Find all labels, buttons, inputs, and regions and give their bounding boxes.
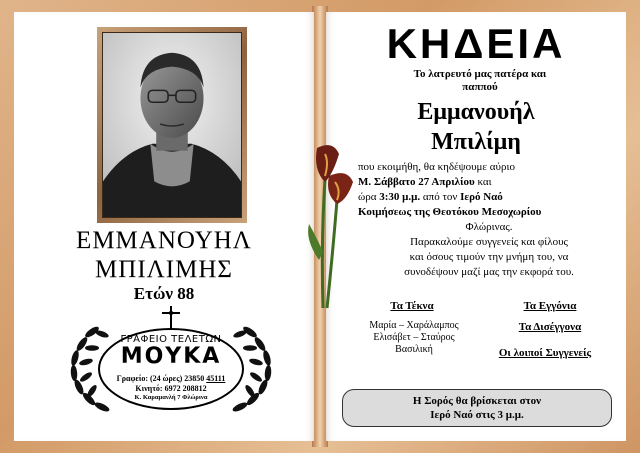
- funeral-date: Μ. Σάββατο 27 Απριλίου: [358, 176, 475, 188]
- details-line-3-mid: από τον: [420, 191, 461, 203]
- viewing-notice: [342, 389, 612, 427]
- office-phone-suffix: 45111: [206, 374, 226, 383]
- list-item: Μαρία – Χαράλαμπος: [369, 320, 459, 331]
- church-name-text: Κοιμήσεως της Θεοτόκου Μεσοχωρίου: [358, 206, 542, 218]
- portrait-photo: [102, 32, 242, 218]
- funeral-time: 3:30 μ.μ.: [379, 191, 421, 203]
- deceased-age: Ετών 88: [133, 284, 195, 303]
- page-title: ΚΗΔΕΙΑ: [386, 20, 566, 67]
- funeral-home-brand: ΜΟΥΚΑ: [120, 344, 222, 369]
- intro-line-2: παππού: [462, 81, 498, 93]
- list-item: Ελισάβετ – Σταύρος: [373, 332, 455, 343]
- office-phone-label: Γραφείο: (24 ώρες) 23850: [116, 374, 205, 383]
- notice-line-1: Η Σορός θα βρίσκεται στον: [412, 395, 542, 407]
- details-line-6: Παρακαλούμε συγγενείς και φίλους: [410, 236, 568, 248]
- children-list: [344, 320, 484, 356]
- funeral-home-address: Κ. Καραμανλή 7 Φλώρινα: [134, 394, 208, 401]
- details-line-2-rest: και: [474, 176, 492, 188]
- funeral-name-last: Μπιλίμη: [431, 129, 521, 155]
- grandchildren-heading: Τα Εγγόνια: [523, 300, 577, 312]
- funeral-details: [358, 160, 620, 280]
- details-line-1: που εκοιμήθη, θα κηδέψουμε αύριο: [358, 161, 515, 173]
- deceased-name-last: ΜΠΙΛΙΜΗΣ: [95, 256, 233, 283]
- great-grandchildren-heading: Τα Δισέγγονα: [518, 321, 582, 333]
- list-item: Βασιλική: [395, 344, 433, 355]
- funeral-home-logo: [58, 306, 284, 414]
- deceased-name-first: ΕΜΜΑΝΟΥΗΛ: [76, 227, 252, 254]
- funeral-home-mobile: Κινητό: 6972 208812: [135, 384, 207, 393]
- details-line-5: Φλώρινας.: [465, 221, 513, 233]
- notice-line-2: Ιερό Ναό στις 3 μ.μ.: [430, 409, 524, 421]
- funeral-home-title: ΓΡΑΦΕΙΟ ΤΕΛΕΤΩΝ: [120, 334, 222, 345]
- details-line-3: [358, 190, 620, 205]
- church-label: Ιερό Ναό: [460, 191, 503, 203]
- details-line-2: [358, 175, 620, 190]
- details-line-8: συνοδέψουν μαζί μας την εκφορά του.: [404, 266, 574, 278]
- intro-line-1: Το λατρευτό μας πατέρα και: [413, 68, 547, 80]
- details-line-3-pre: ώρα: [358, 191, 380, 203]
- children-heading: Τα Τέκνα: [390, 300, 434, 312]
- funeral-name-first: Εμμανουήλ: [417, 99, 535, 125]
- portrait-frame: [97, 27, 247, 223]
- details-line-7: και όσους τιμούν την μνήμη του, να: [409, 251, 569, 263]
- calla-lily-icon: [303, 140, 363, 310]
- intro-text: [360, 68, 600, 94]
- funeral-home-office-phone: [98, 374, 244, 383]
- church-name: [358, 205, 620, 220]
- other-relatives-heading: Οι λοιποί Συγγενείς: [498, 347, 592, 359]
